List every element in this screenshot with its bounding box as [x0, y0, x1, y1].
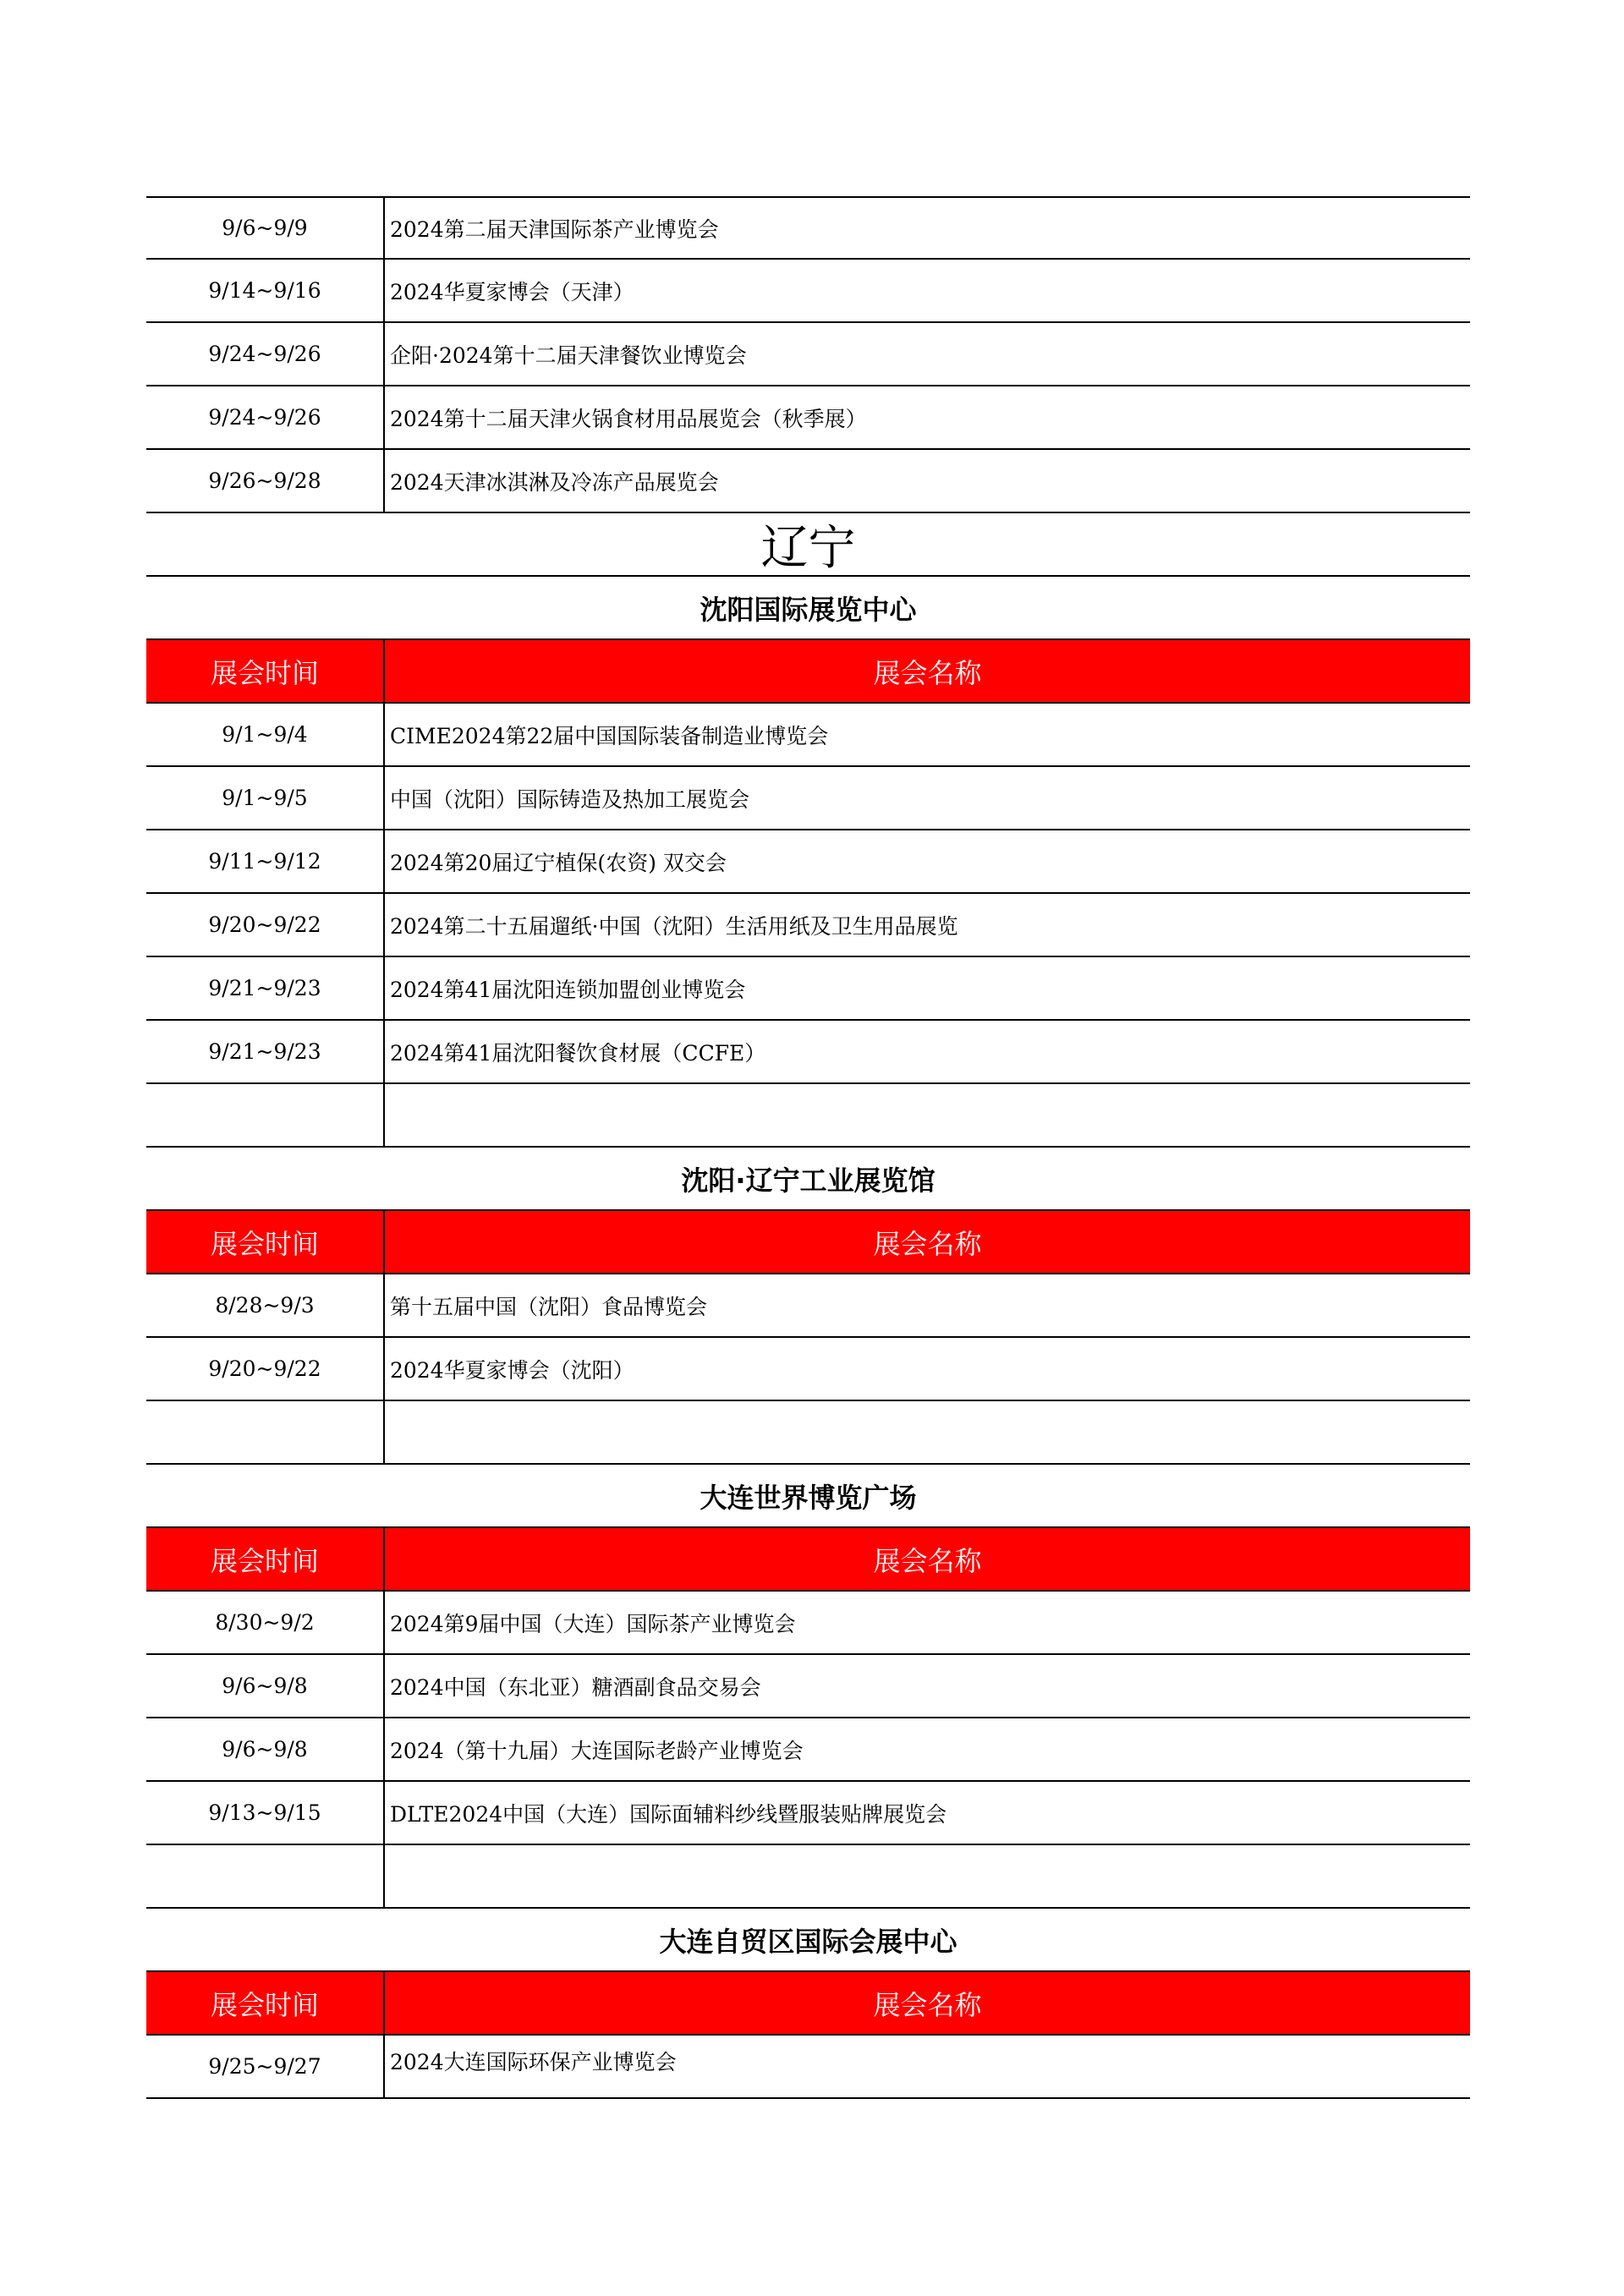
exhibition-name: 中国（沈阳）国际铸造及热加工展览会	[390, 786, 750, 812]
header-name: 展会名称	[873, 1544, 982, 1577]
table-row	[146, 894, 1470, 957]
table-row	[146, 1274, 1470, 1338]
header-date: 展会时间	[146, 1528, 385, 1590]
exhibition-name: 2024第41届沈阳餐饮食材展（CCFE）	[390, 1040, 766, 1066]
table-row	[146, 386, 1470, 450]
empty-row	[146, 1084, 1470, 1148]
exhibition-name: 2024第41届沈阳连锁加盟创业博览会	[390, 977, 746, 1002]
exhibition-date: 9/20~9/22	[146, 894, 385, 956]
table-row	[146, 1592, 1470, 1655]
empty-row	[146, 1401, 1470, 1465]
exhibition-name: 2024第二届天津国际茶产业博览会	[390, 216, 719, 242]
exhibition-name: CIME2024第22届中国国际装备制造业博览会	[390, 723, 829, 748]
header-date: 展会时间	[146, 1211, 385, 1273]
venue-title: 沈阳国际展览中心	[146, 577, 1470, 640]
exhibition-date: 9/6~9/8	[146, 1655, 385, 1717]
table-row	[146, 2036, 1470, 2099]
exhibition-schedule	[146, 196, 1470, 2099]
exhibition-date: 8/30~9/2	[146, 1592, 385, 1653]
table-row	[146, 1718, 1470, 1782]
header-date: 展会时间	[146, 640, 385, 702]
exhibition-name: 2024大连国际环保产业博览会	[390, 2050, 677, 2074]
exhibition-name: 2024（第十九届）大连国际老龄产业博览会	[390, 1738, 804, 1763]
table-row	[146, 323, 1470, 386]
table-row	[146, 704, 1470, 767]
table-row	[146, 957, 1470, 1021]
exhibition-name: 2024中国（东北亚）糖酒副食品交易会	[390, 1674, 761, 1700]
exhibition-date: 9/1~9/5	[146, 767, 385, 829]
table-row	[146, 260, 1470, 323]
exhibition-name: 2024第9届中国（大连）国际茶产业博览会	[390, 1611, 796, 1636]
header-name: 展会名称	[873, 1227, 982, 1260]
exhibition-name: 2024天津冰淇淋及冷冻产品展览会	[390, 469, 719, 495]
table-header	[146, 1972, 1470, 2036]
header-name: 展会名称	[873, 656, 982, 689]
exhibition-name: 2024第十二届天津火锅食材用品展览会（秋季展）	[390, 406, 867, 431]
empty-cell	[385, 1401, 1470, 1463]
empty-cell	[385, 1845, 1470, 1907]
table-header	[146, 640, 1470, 704]
exhibition-name: 企阳·2024第十二届天津餐饮业博览会	[390, 342, 747, 368]
table-row	[146, 1782, 1470, 1845]
table-row	[146, 196, 1470, 260]
header-name: 展会名称	[873, 1988, 982, 2021]
table-row	[146, 1655, 1470, 1718]
exhibition-name: 2024第二十五届遛纸·中国（沈阳）生活用纸及卫生用品展览	[390, 913, 958, 939]
venue-title: 大连自贸区国际会展中心	[146, 1909, 1470, 1972]
table-row	[146, 450, 1470, 513]
exhibition-date: 9/1~9/4	[146, 704, 385, 765]
exhibition-name: 2024华夏家博会（天津）	[390, 279, 634, 304]
province-title: 辽宁	[146, 513, 1470, 577]
exhibition-date: 9/20~9/22	[146, 1338, 385, 1400]
empty-cell	[146, 1084, 385, 1146]
exhibition-name: 第十五届中国（沈阳）食品博览会	[390, 1294, 708, 1319]
exhibition-name: DLTE2024中国（大连）国际面辅料纱线暨服装贴牌展览会	[390, 1801, 947, 1827]
exhibition-date: 9/21~9/23	[146, 957, 385, 1019]
venue-title: 沈阳·辽宁工业展览馆	[146, 1148, 1470, 1211]
empty-row	[146, 1845, 1470, 1909]
exhibition-name: 2024华夏家博会（沈阳）	[390, 1357, 634, 1383]
table-row	[146, 830, 1470, 894]
exhibition-date: 9/6~9/8	[146, 1718, 385, 1780]
table-row	[146, 1021, 1470, 1084]
header-date: 展会时间	[146, 1972, 385, 2034]
table-header	[146, 1211, 1470, 1274]
empty-cell	[146, 1845, 385, 1907]
venue-title: 大连世界博览广场	[146, 1465, 1470, 1528]
exhibition-date: 9/6~9/9	[146, 198, 385, 258]
exhibition-date: 8/28~9/3	[146, 1274, 385, 1336]
table-row	[146, 1338, 1470, 1401]
exhibition-date: 9/26~9/28	[146, 450, 385, 512]
exhibition-date: 9/24~9/26	[146, 323, 385, 385]
empty-cell	[385, 1084, 1470, 1146]
exhibition-date: 9/21~9/23	[146, 1021, 385, 1082]
exhibition-date: 9/11~9/12	[146, 830, 385, 892]
exhibition-date: 9/24~9/26	[146, 386, 385, 448]
empty-cell	[146, 1401, 385, 1463]
table-row	[146, 767, 1470, 830]
exhibition-date: 9/25~9/27	[146, 2036, 385, 2097]
exhibition-date: 9/14~9/16	[146, 260, 385, 321]
table-header	[146, 1528, 1470, 1592]
exhibition-date: 9/13~9/15	[146, 1782, 385, 1844]
exhibition-name: 2024第20届辽宁植保(农资) 双交会	[390, 850, 727, 875]
